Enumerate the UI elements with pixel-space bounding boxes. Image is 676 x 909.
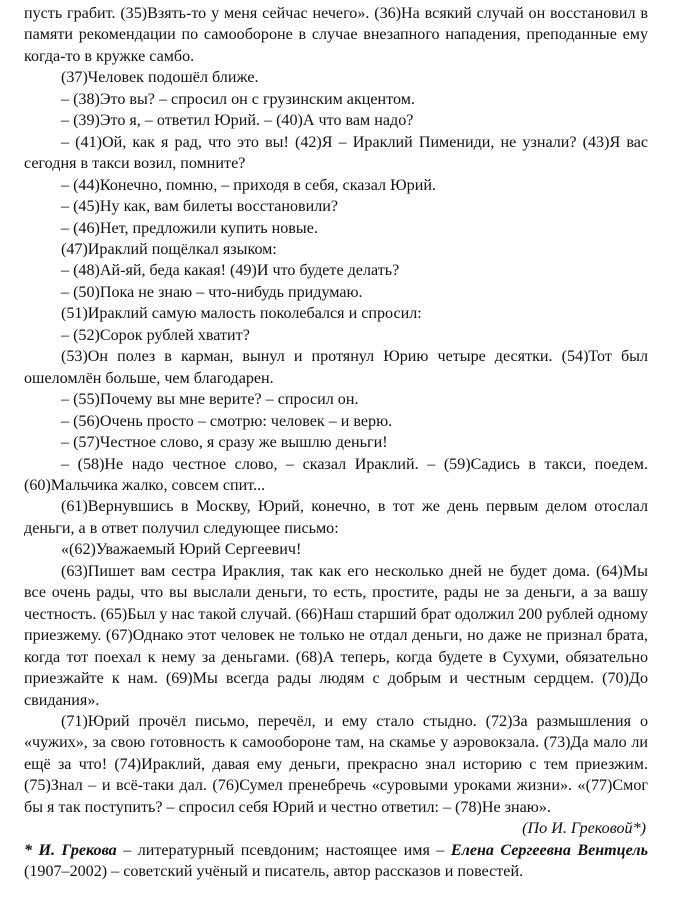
paragraph: (61)Вернувшись в Москву, Юрий, конечно, в тот же день первым делом отослал деньги, а в ответ получил следующее письмо: — [24, 498, 648, 537]
paragraph: – (48)Ай-яй, беда какая! (49)И что будете делать? — [61, 262, 400, 280]
paragraph: (37)Человек подошёл ближе. — [61, 69, 259, 87]
paragraph: – (50)Пока не знаю – что-нибудь придумаю. — [61, 283, 363, 301]
paragraph: – (41)Ой, как я рад, что это вы! (42)Я – Ираклий Пимениди, не узнали? (43)Я вас сегодня в такси возил, помните? — [24, 133, 648, 173]
paragraph: – (38)Это вы? – спросил он с грузинским акцентом. — [61, 90, 415, 108]
paragraph: пусть грабит. (35)Взять-то у меня сейчас нечего». (36)На всякий случай он восстановил в памяти рекомендации по самообороне в случае внезапного нападения, преподанные ему когда-то в кружке самбо. — [24, 5, 648, 65]
paragraph: «(62)Уважаемый Юрий Сергеевич! — [61, 541, 302, 559]
paragraph: – (46)Нет, предложили купить новые. — [61, 219, 318, 237]
paragraph: – (45)Ну как, вам билеты восстановили? — [61, 198, 338, 216]
document-page — [24, 3, 648, 883]
paragraph: (51)Ираклий самую малость поколебался и спросил: — [61, 305, 422, 323]
footnote — [24, 840, 648, 883]
footnote-tail: (1907–2002) – советский учёный и писатель, автор рассказов и повестей. — [24, 863, 524, 881]
paragraph: – (44)Конечно, помню, – приходя в себя, сказал Юрий. — [61, 176, 436, 194]
paragraph: – (39)Это я, – ответил Юрий. – (40)А что вам надо? — [61, 112, 414, 130]
paragraph: – (56)Очень просто – смотрю: человек – и верю. — [61, 412, 393, 430]
footnote-real-name: Елена Сергеевна Вентцель — [450, 841, 648, 859]
source-attribution: (По И. Грековой*) — [522, 820, 646, 838]
paragraph: – (57)Честное слово, я сразу же вышлю деньги! — [61, 434, 388, 452]
story-text — [24, 3, 648, 818]
footnote-text: – литературный псевдоним; настоящее имя – — [116, 841, 451, 859]
paragraph: (53)Он полез в карман, вынул и протянул Юрию четыре десятки. (54)Тот был ошеломлён больше, чем благодарен. — [24, 348, 648, 387]
paragraph: (47)Ираклий пощёлкал языком: — [61, 240, 277, 258]
paragraph: – (55)Почему вы мне верите? – спросил он. — [61, 391, 359, 409]
footnote-author: И. Грекова — [38, 841, 117, 859]
footnote-marker: * — [24, 841, 39, 859]
paragraph: – (58)Не надо честное слово, – сказал Ираклий. – (59)Садись в такси, поедем. (60)Мальчика жалко, совсем спит... — [24, 455, 648, 494]
paragraph: (63)Пишет вам сестра Ираклия, так как его несколько дней не будет дома. (64)Мы все очень рады, что вы выслали деньги, то есть, простите, рады не за деньги, а за вашу честность. (65)Был у нас такой случай. (66)Наш старший брат одолжил 200 рублей одному приезжему. (67)Однако этот человек не только не отдал деньги, но даже не признал брата, когда тот поехал к нему за деньгами. (68)А теперь, когда будете в Сухуми, обязательно приезжайте к нам. (69)Мы всегда рады людям с добрым и честным сердцем. (70)До свидания». — [24, 562, 648, 709]
paragraph: (71)Юрий прочёл письмо, перечёл, и ему стало стыдно. (72)За размышления о «чужих», за свою готовность к самообороне там, на скамье у аэровокзала. (73)Да мало ли ещё за что! (74)Ираклий, давая ему деньги, прекрасно знал историю с тем приезжим. (75)Знал – и всё-таки дал. (76)Сумел пренебречь «суровыми уроками жизни». «(77)Смог бы я так поступить? – спросил себя Юрий и честно ответил: – (78)Не знаю». — [24, 712, 648, 816]
paragraph: – (52)Сорок рублей хватит? — [61, 326, 250, 344]
